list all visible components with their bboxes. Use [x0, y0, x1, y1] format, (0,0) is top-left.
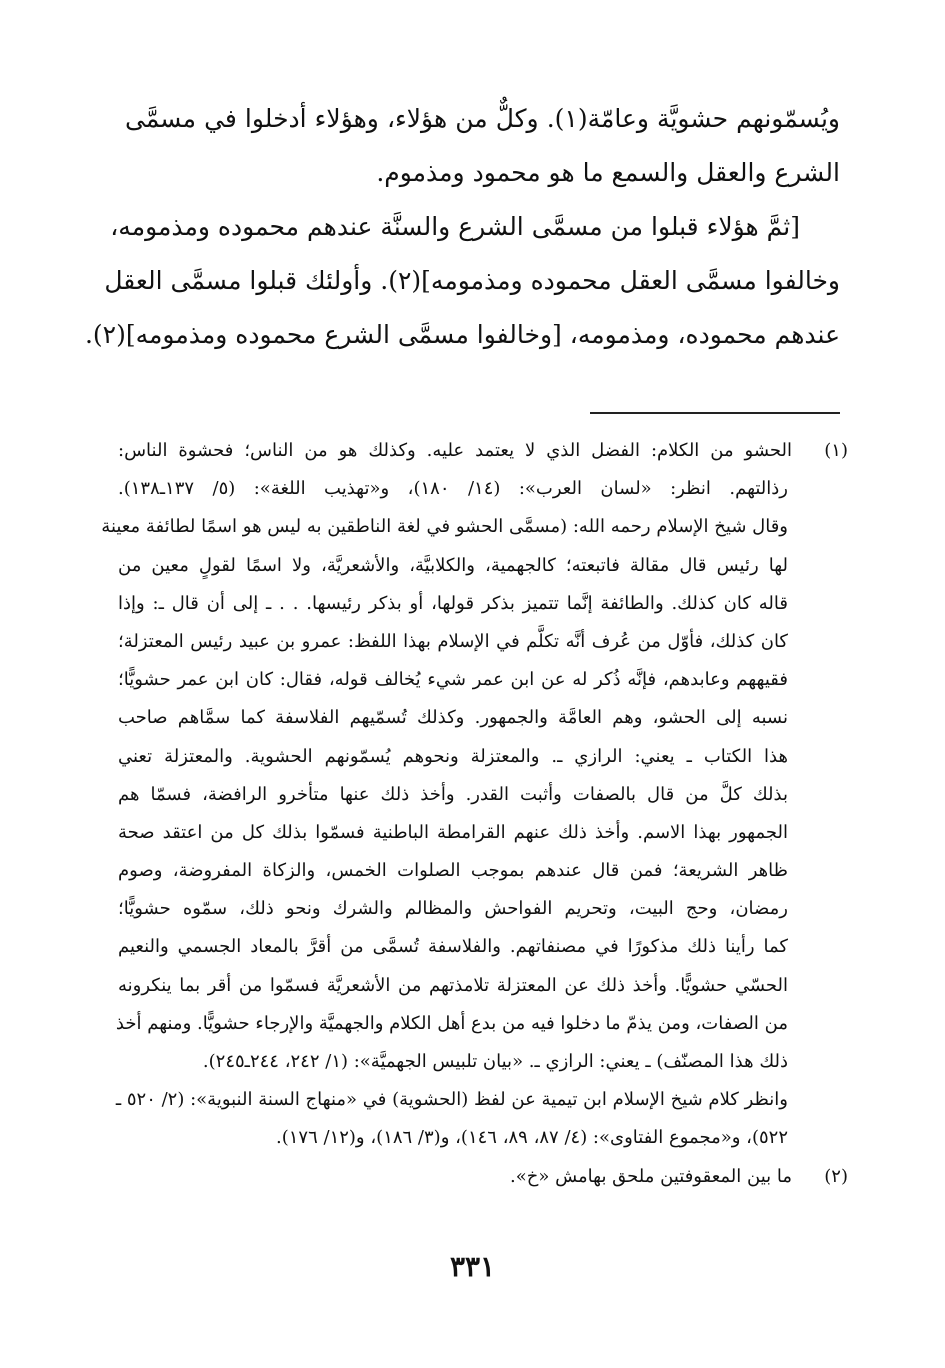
- footnotes-section: [101, 432, 848, 1196]
- footnote-1-line: هذا الكتاب ـ يعني: الرازي ـ. والمعتزلة ونحوهم يُسمّونهم الحشوية. والمعتزلة تعني: [118, 745, 788, 767]
- footnote-1-line: قاله كان كذلك. والطائفة إنَّما تتميز بذكر قولها، أو بذكر رئيسها. . . ـ إلى أن قال ـ: وإذا: [118, 592, 789, 614]
- footnote-1-line: كان كذلك، فأوّل من عُرف أنَّه تكلَّم في الإسلام بهذا اللفظ: عمرو بن عبيد رئيس المعتزلة؛: [118, 630, 788, 652]
- footnote-1-line: نسبه إلى الحشو، وهم العامَّة والجمهور. وكذلك تُسمّيهم الفلاسفة كما سمَّاهم صاحب: [118, 707, 788, 729]
- main-text-line: الشرع والعقل والسمع ما هو محمود ومذموم.: [376, 158, 840, 187]
- footnote-1-line: كما رأينا ذلك مذكورًا في مصنفاتهم. والفلاسفة تُسمَّى من أقرَّ بالمعاد الجسمي والنعيم: [118, 936, 788, 958]
- main-body-text: [84, 92, 840, 362]
- footnote-1-line: الجمهور بهذا الاسم. وأخذ ذلك عنهم القرامطة الباطنية فسمّوا بذلك كل من اعتقد صحة: [118, 821, 788, 843]
- main-text-line: وخالفوا مسمَّى العقل محموده ومذمومه](٢). وأولئك قبلوا مسمَّى العقل: [104, 266, 840, 295]
- footnote-1-line: الحسّي حشويًّا. وأخذ ذلك عن المعتزلة تلامذتهم من الأشعريَّة فسمّوا من أقر بما ينكرونه: [118, 974, 788, 996]
- footnote-1-line: [118, 432, 848, 470]
- footnote-2-line: [118, 1158, 848, 1196]
- footnote-1-number: (١): [824, 440, 848, 461]
- footnote-1-line: فقيههم وعابدهم، فإنَّه ذُكر له عن ابن عمر شيء يُخالف قوله، فقال: كان ابن عمر حشويًّا؛: [118, 669, 788, 691]
- footnote-1-line: رذالتهم. انظر: «لسان العرب»: (١٤/ ١٨٠)، و«تهذيب اللغة»: (٥/ ١٣٧ـ١٣٨).: [118, 478, 788, 500]
- footnote-1-text: الحشو من الكلام: الفضل الذي لا يعتمد عليه. وكذلك هو من الناس؛ فحشوة الناس:: [118, 440, 792, 461]
- footnote-separator-rule: [590, 412, 840, 414]
- page-number: ٣٣١: [449, 1250, 496, 1283]
- footnote-1-line: ظاهر الشريعة؛ فمن قال عندهم بموجب الصلوات الخمس، والزكاة المفروضة، وصوم: [118, 860, 788, 882]
- main-text-line: ويُسمّونهم حشويَّة وعامّة(١). وكلٌّ من هؤلاء، وهؤلاء أدخلوا في مسمَّى: [125, 104, 840, 133]
- footnote-1-line: وقال شيخ الإسلام رحمه الله: (مسمَّى الحشو في لغة الناطقين به ليس هو اسمًا لطائفة معينة: [101, 516, 788, 538]
- footnote-1-line: من الصفات، ومن يذمّ ما دخلوا فيه من بدع أهل الكلام والجهميَّة والإرجاء حشويًّا. ومنهم أخذ: [115, 1012, 788, 1034]
- footnote-1-line: ٥٢٢)، و«مجموع الفتاوى»: (٤/ ٨٧، ٨٩، ١٤٦)، و(٣/ ١٨٦)، و(١٢/ ١٧٦).: [276, 1127, 788, 1149]
- footnote-1-line: بذلك كلَّ من قال بالصفات وأثبت القدر. وأخذ ذلك عنها متأخرو الرافضة، فسمّا هم: [118, 783, 788, 805]
- footnote-1-line: وانظر كلام شيخ الإسلام ابن تيمية عن لفظ (الحشوية) في «منهاج السنة النبوية»: (٢/ ٥٢٠ ـ: [115, 1089, 788, 1111]
- footnote-2-number: (٢): [824, 1165, 848, 1187]
- footnote-1-line: رمضان، وحج البيت، وتحريم الفواحش والمظالم والشرك ونحو ذلك، سمّوه حشويًّا؛: [118, 898, 788, 920]
- main-text-line: عندهم محموده، ومذمومه، [وخالفوا مسمَّى الشرع محموده ومذمومه](٢).: [84, 320, 840, 349]
- main-text-line: [ثمَّ هؤلاء قبلوا من مسمَّى الشرع والسنَّة عندهم محموده ومذمومه،: [110, 212, 800, 241]
- footnote-2-text: ما بين المعقوفتين ملحق بهامش «خ».: [509, 1165, 792, 1187]
- footnote-1-line: ذلك هذا المصنّف) ـ يعني: الرازي ـ. «بيان تلبيس الجهميَّة»: (١/ ٢٤٢، ٢٤٤ـ٢٤٥).: [202, 1051, 788, 1072]
- footnote-1-line: لها رئيس قال مقالة فاتبعته؛ كالجهمية، والكلابيَّة، والأشعريَّة، ولا اسمًا لقولٍ معين من: [118, 554, 788, 576]
